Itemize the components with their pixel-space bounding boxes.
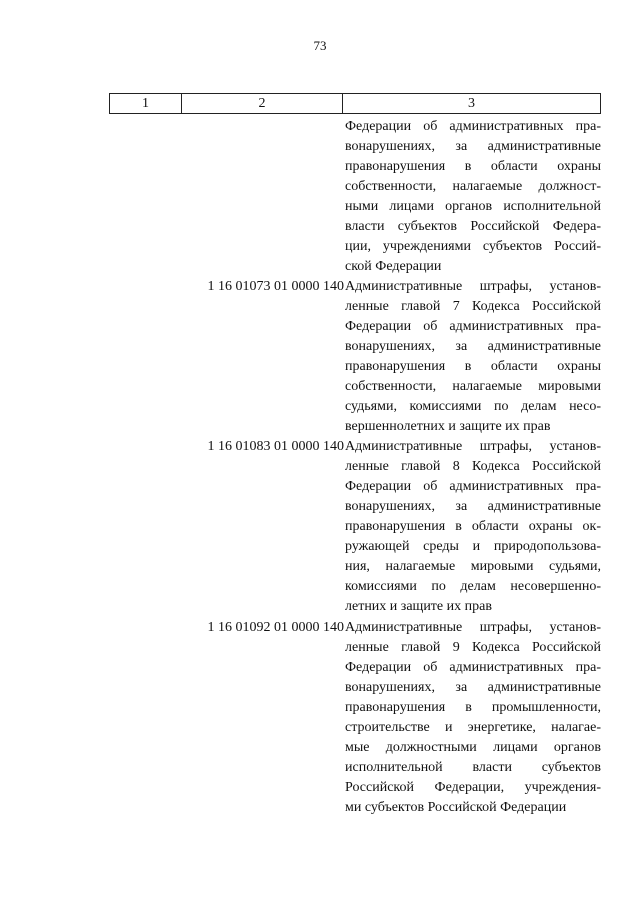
description-line: правонарушения в области охраны ок- <box>345 519 601 534</box>
column-header-3: 3 <box>468 96 475 111</box>
description-line: строительстве и энергетике, налагае- <box>345 720 601 735</box>
budget-code: 1 16 01073 01 0000 140 <box>207 279 344 294</box>
description-line: собственности, налагаемые мировыми <box>345 379 601 394</box>
description-line: вершеннолетних и защите их прав <box>345 419 551 434</box>
description-line: исполнительной власти субъектов <box>345 760 601 775</box>
description-line: Федерации об административных пра- <box>345 660 601 675</box>
budget-code: 1 16 01083 01 0000 140 <box>207 439 344 454</box>
column-header-1: 1 <box>110 94 182 113</box>
description-line: вонарушениях, за административные <box>345 499 601 514</box>
budget-code: 1 16 01092 01 0000 140 <box>207 620 344 635</box>
description-line: ленные главой 8 Кодекса Российской <box>345 459 601 474</box>
description-line: Административные штрафы, установ- <box>345 279 601 294</box>
description-line: правонарушения в области охраны <box>345 159 601 174</box>
description-line: ми субъектов Российской Федерации <box>345 800 567 815</box>
description-line: мые должностными лицами органов <box>345 740 601 755</box>
description-line: Федерации об административных пра- <box>345 319 601 334</box>
row-description <box>345 277 601 437</box>
description-line: ции, учреждениями субъектов Россий- <box>345 239 601 254</box>
description-line: летних и защите их прав <box>345 599 492 614</box>
description-line: собственности, налагаемые должност- <box>345 179 601 194</box>
description-line: вонарушениях, за административные <box>345 139 601 154</box>
column-header-2: 2 <box>182 94 343 113</box>
description-line: Административные штрафы, установ- <box>345 620 601 635</box>
description-line: Федерации об административных пра- <box>345 119 601 134</box>
description-line: ской Федерации <box>345 259 442 274</box>
description-line: судьями, комиссиями по делам несо- <box>345 399 601 414</box>
description-line: ленные главой 9 Кодекса Российской <box>345 640 601 655</box>
description-line: комиссиями по делам несовершенно- <box>345 579 601 594</box>
description-line: правонарушения в области охраны <box>345 359 601 374</box>
description-line: Федерации об административных пра- <box>345 479 601 494</box>
description-line: ленные главой 7 Кодекса Российской <box>345 299 601 314</box>
description-line: ными лицами органов исполнительной <box>345 199 601 214</box>
description-line: вонарушениях, за административные <box>345 680 601 695</box>
description-line: Российской Федерации, учреждения- <box>345 780 601 795</box>
description-line: ния, налагаемые мировыми судьями, <box>345 559 601 574</box>
row-description <box>345 117 601 277</box>
table-header-row <box>109 93 601 114</box>
row-description <box>345 618 601 818</box>
description-line: вонарушениях, за административные <box>345 339 601 354</box>
description-line: правонарушения в промышленности, <box>345 700 601 715</box>
description-line: власти субъектов Российской Федера- <box>345 219 601 234</box>
page-number: 73 <box>313 38 327 53</box>
row-description <box>345 437 601 617</box>
description-line: Административные штрафы, установ- <box>345 439 601 454</box>
description-line: ружающей среды и природопользова- <box>345 539 601 554</box>
